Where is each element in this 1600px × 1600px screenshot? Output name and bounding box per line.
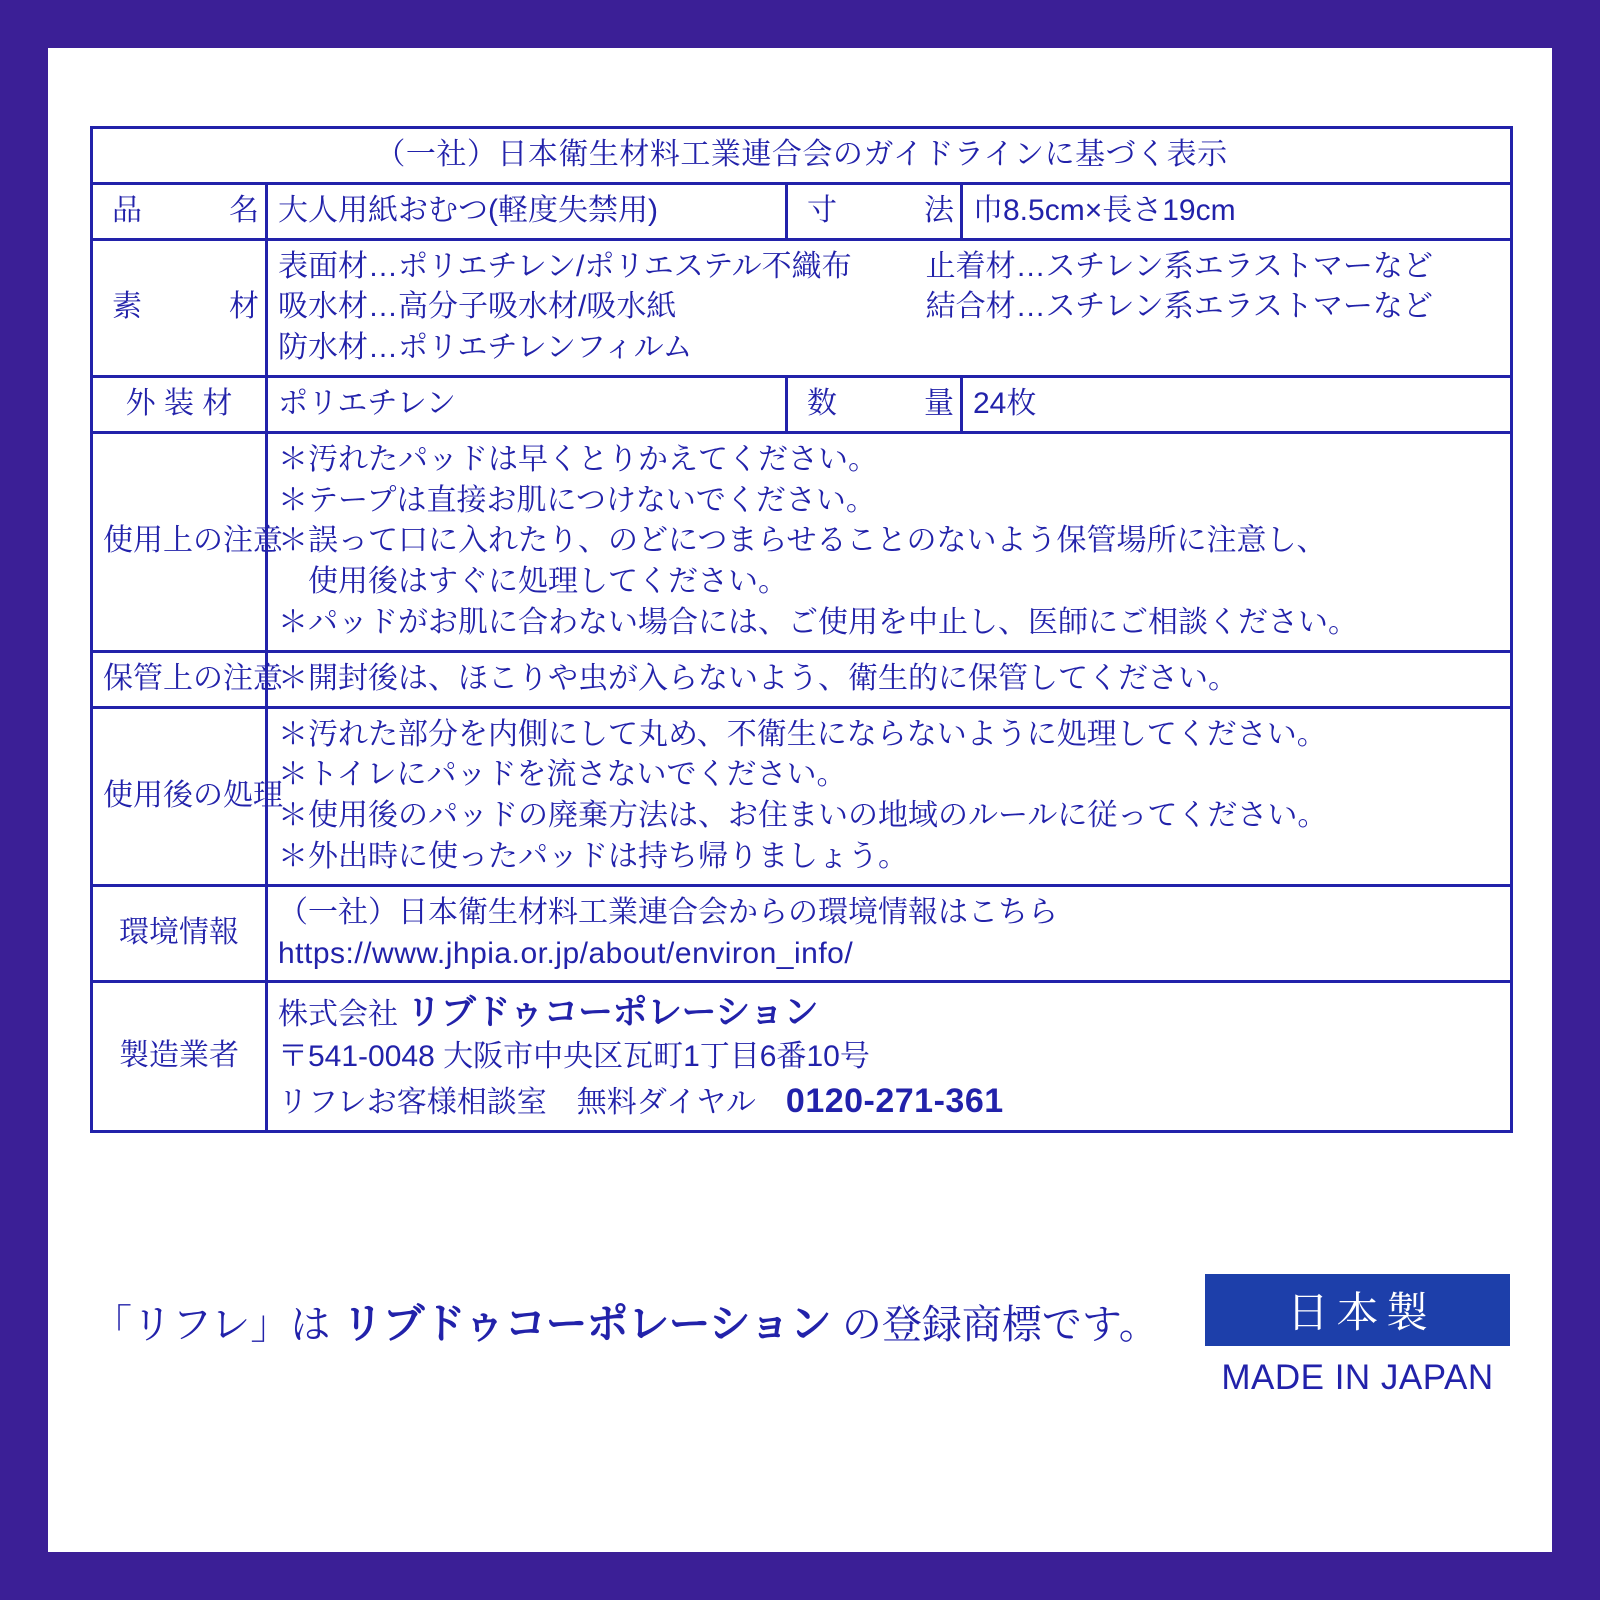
- material-spacer: [926, 328, 1500, 369]
- table-row-product-name: [92, 183, 1512, 239]
- guideline-title: （一社）日本衛生材料工業連合会のガイドラインに基づく表示: [92, 128, 1512, 184]
- size-value: 巾8.5cm×長さ19cm: [962, 183, 1512, 239]
- table-row-title: [92, 128, 1512, 184]
- environment-text: （一社）日本衛生材料工業連合会からの環境情報はこちら: [278, 895, 1058, 929]
- quantity-value: 24枚: [962, 376, 1512, 432]
- material-absorbent: 吸水材…高分子吸水材/吸水紙: [278, 290, 677, 324]
- material-label: 素 材: [92, 239, 267, 376]
- table-row-manufacturer: [92, 982, 1512, 1132]
- made-in-japan-badge: 日本製: [1205, 1274, 1510, 1346]
- size-label: 寸 法: [787, 183, 962, 239]
- material-line-2: [278, 287, 1500, 328]
- trademark-brand: リブドゥコーポレーション: [341, 1300, 831, 1347]
- product-name-value: 大人用紙おむつ(軽度失禁用): [267, 183, 787, 239]
- table-row-disposal: [92, 707, 1512, 885]
- quantity-label: 数 量: [787, 376, 962, 432]
- manufacturer-address: 〒541-0048 大阪市中央区瓦町1丁目6番10号: [278, 1039, 870, 1073]
- trademark-suffix: の登録商標です。: [830, 1303, 1159, 1347]
- customer-contact: [278, 1078, 1500, 1124]
- manufacturer-value: [267, 982, 1512, 1132]
- package-label: 外 装 材: [92, 376, 267, 432]
- disposal-note-1: ＊汚れた部分を内側にして丸め、不衛生にならないように処理してください。: [278, 717, 1327, 751]
- trademark-prefix: 「リフレ」は: [92, 1303, 342, 1347]
- manufacturer-brand: リブドゥコーポレーション: [406, 993, 819, 1033]
- environment-url-link[interactable]: https://www.jhpia.or.jp/about/environ_info/: [278, 936, 854, 970]
- storage-notes-value: [267, 651, 1512, 707]
- package-value: ポリエチレン: [267, 376, 787, 432]
- material-waterproof: 防水材…ポリエチレンフィルム: [278, 331, 693, 365]
- material-fastener: 止着材…スチレン系エラストマーなど: [925, 249, 1433, 283]
- usage-note-2: ＊テープは直接お肌につけないでください。: [278, 483, 876, 517]
- storage-note-1: ＊開封後は、ほこりや虫が入らないよう、衛生的に保管してください。: [278, 661, 1238, 695]
- table-row-environment: [92, 885, 1512, 982]
- made-in-japan-text: MADE IN JAPAN: [1221, 1358, 1494, 1397]
- contact-label: リフレお客様相談室 無料ダイヤル: [278, 1085, 756, 1119]
- table-row-material: [92, 239, 1512, 376]
- disposal-note-3: ＊使用後のパッドの廃棄方法は、お住まいの地域のルールに従ってください。: [278, 799, 1328, 833]
- trademark-notice: [92, 1291, 1182, 1351]
- table-row-storage-notes: [92, 651, 1512, 707]
- environment-value: [267, 885, 1512, 982]
- disposal-note-2: ＊トイレにパッドを流さないでください。: [278, 758, 847, 792]
- manufacturer-label: 製造業者: [92, 982, 267, 1132]
- manufacturer-prefix: 株式会社: [278, 998, 407, 1032]
- disposal-label: 使用後の処理: [92, 707, 267, 885]
- usage-notes-value: [267, 432, 1512, 651]
- usage-note-4: ＊パッドがお肌に合わない場合には、ご使用を中止し、医師にご相談ください。: [278, 605, 1358, 639]
- table-row-package: [92, 376, 1512, 432]
- material-adhesive: 結合材…スチレン系エラストマーなど: [925, 290, 1433, 324]
- usage-notes-label: 使用上の注意: [92, 432, 267, 651]
- usage-note-3-cont: 使用後はすぐに処理してください。: [278, 565, 788, 599]
- material-line-1: [278, 247, 1500, 288]
- material-surface: 表面材…ポリエチレン/ポリエステル不織布: [278, 249, 852, 283]
- disposal-note-4: ＊外出時に使ったパッドは持ち帰りましょう。: [278, 839, 908, 873]
- usage-note-3: ＊誤って口に入れたり、のどにつまらせることのないよう保管場所に注意し、: [278, 524, 1327, 558]
- contact-tel: 0120-271-361: [785, 1081, 1004, 1120]
- material-value: [267, 239, 1512, 376]
- usage-note-1: ＊汚れたパッドは早くとりかえてください。: [278, 442, 878, 476]
- specification-table: [90, 126, 1513, 1133]
- environment-label: 環境情報: [92, 885, 267, 982]
- label-content-area: [48, 48, 1552, 1552]
- product-name-label: 品 名: [92, 183, 267, 239]
- disposal-value: [267, 707, 1512, 885]
- table-row-usage-notes: [92, 432, 1512, 651]
- material-line-3: [278, 328, 1500, 369]
- manufacturer-company: [278, 989, 1500, 1037]
- storage-notes-label: 保管上の注意: [92, 651, 267, 707]
